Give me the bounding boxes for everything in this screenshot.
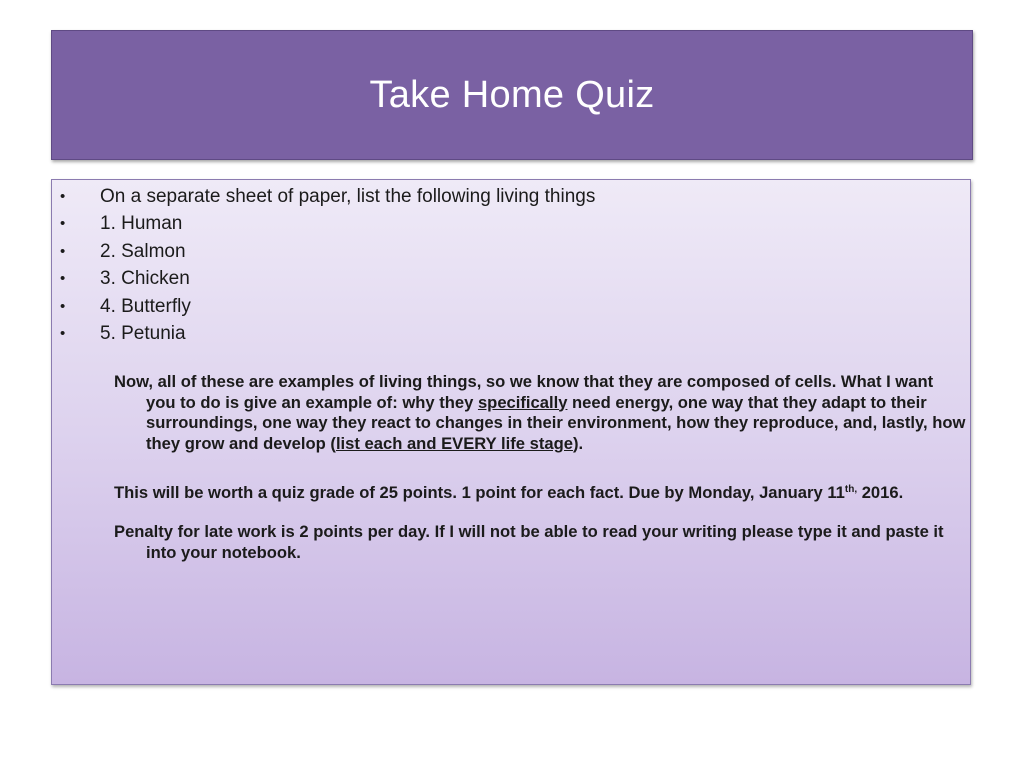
- penalty-text: Penalty for late work is 2 points per day. If I will not be able to read your writing please type it and paste it into your notebook.: [114, 522, 944, 562]
- penalty-paragraph: [114, 522, 966, 563]
- grading-text-2: 2016.: [857, 483, 904, 502]
- list-item-text: 4. Butterfly: [100, 295, 191, 317]
- slide-title: Take Home Quiz: [369, 73, 655, 116]
- instructions-paragraph: [114, 372, 966, 454]
- instructions-text-3: ).: [572, 433, 584, 453]
- list-item-text: On a separate sheet of paper, list the following living things: [100, 186, 596, 207]
- list-item-text: 3. Chicken: [100, 268, 190, 290]
- bullet-icon: •: [60, 188, 66, 205]
- underlined-specifically: specifically: [477, 392, 568, 412]
- instructions-text-2: need energy, one way that they adapt to their surroundings, one way they react to changes in their environment, how they reproduce, and, lastly, how they grow and develop (: [146, 392, 966, 453]
- list-item-text: 2. Salmon: [100, 240, 186, 262]
- ordinal-suffix: th,: [844, 484, 858, 495]
- title-placeholder: [51, 30, 973, 160]
- underlined-life-stage: list each and EVERY life stage: [335, 433, 573, 453]
- bullet-icon: •: [60, 270, 66, 288]
- grading-text-1: This will be worth a quiz grade of 25 points. 1 point for each fact. Due by Monday, January 11: [114, 483, 845, 502]
- bullet-icon: •: [60, 324, 66, 342]
- bullet-icon: •: [60, 215, 66, 233]
- instructions-text-1: Now, all of these are examples of living things, so we know that they are composed of cells. What I want you to do is give an example of: why they: [114, 372, 934, 412]
- grading-paragraph: [114, 483, 966, 504]
- content-placeholder: [51, 179, 971, 685]
- list-item-text: 5. Petunia: [100, 322, 186, 344]
- bullet-icon: •: [60, 297, 66, 315]
- list-item-text: 1. Human: [100, 213, 183, 235]
- bullet-icon: •: [60, 242, 66, 260]
